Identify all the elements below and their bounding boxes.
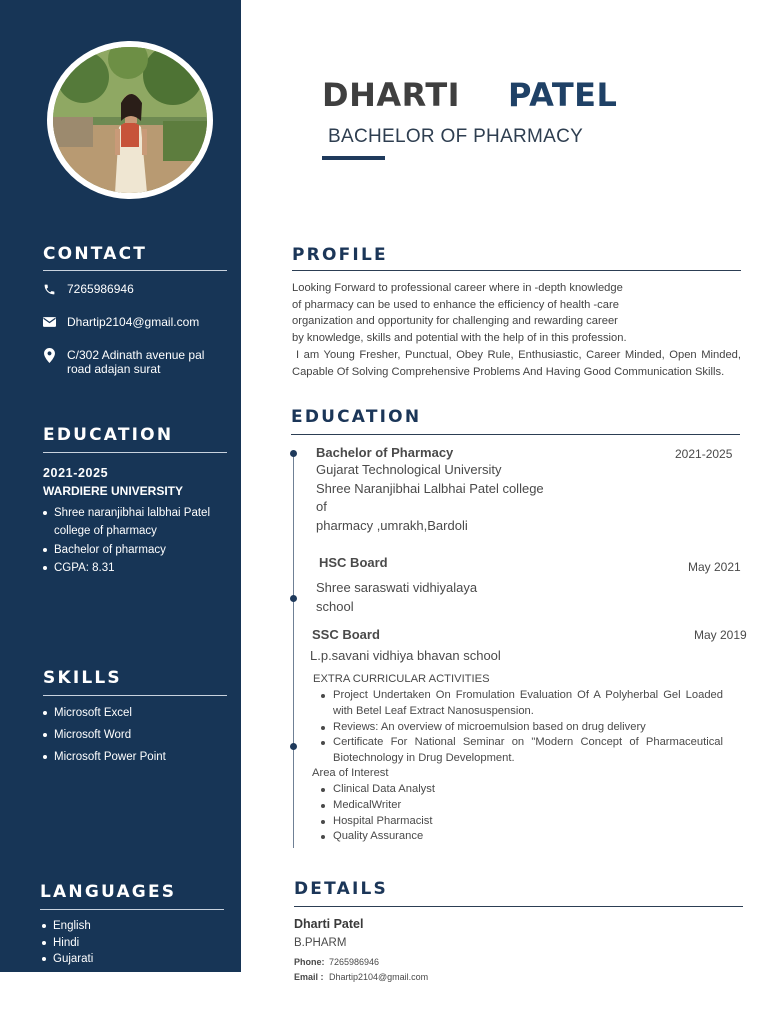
- details-phone-value: 7265986946: [329, 957, 380, 967]
- ssc-title: SSC Board: [312, 627, 380, 642]
- sidebar-education-divider: [43, 452, 227, 453]
- envelope-icon: [42, 315, 56, 329]
- profile-photo: [47, 41, 213, 199]
- ssc-date: May 2019: [694, 628, 747, 642]
- list-item: Certificate For National Seminar on "Modern Concept of Pharmaceutical Biotechnology in Drug Development.: [319, 735, 723, 767]
- details-degree: B.PHARM: [294, 937, 347, 949]
- ssc-details: L.p.savani vidhiya bhavan school: [310, 648, 501, 663]
- hsc-title: HSC Board: [319, 555, 388, 570]
- list-item: Bachelor of pharmacy: [41, 541, 231, 559]
- degree-subtitle: BACHELOR OF PHARMACY: [328, 126, 584, 147]
- contact-address: [42, 348, 204, 376]
- list-item: Shree naranjibhai lalbhai Patel college of pharmacy: [41, 504, 231, 541]
- contact-phone-text: 7265986946: [67, 282, 134, 296]
- last-name: PATEL: [508, 76, 618, 114]
- profile-line: organization and opportunity for challenging and rewarding career: [292, 315, 618, 328]
- profile-line: by knowledge, skills and potential with the help of in this profession.: [292, 332, 627, 345]
- list-item: Microsoft Word: [41, 724, 166, 746]
- details-name: Dharti Patel: [294, 917, 364, 931]
- sidebar-education-years: 2021-2025: [43, 466, 109, 480]
- list-item: English: [40, 918, 93, 935]
- sidebar: [0, 0, 241, 972]
- sidebar-education-heading: EDUCATION: [43, 425, 174, 445]
- profile-paragraph-2: I am Young Fresher, Punctual, Obey Rule, Enthusiastic, Career Minded, Open Minded, Capable Of Solving Comprehensive Problems And Having Good Communication Skills.: [292, 348, 741, 378]
- languages-list: [40, 918, 93, 968]
- list-item: Hospital Pharmacist: [319, 814, 435, 830]
- profile-text: [292, 280, 741, 380]
- title-accent-bar: [322, 156, 385, 160]
- candidate-name: [322, 76, 617, 114]
- profile-heading: PROFILE: [292, 245, 388, 265]
- extra-curricular-heading: EXTRA CURRICULAR ACTIVITIES: [313, 673, 490, 685]
- details-phone: [294, 957, 379, 967]
- address-line-1: C/302 Adinath avenue pal: [67, 348, 205, 362]
- location-pin-icon: [42, 348, 56, 362]
- hsc-details: [316, 579, 477, 616]
- bachelor-title: Bachelor of Pharmacy: [316, 445, 454, 460]
- list-item: Reviews: An overview of microemulsion based on drug delivery: [319, 720, 723, 736]
- hsc-date: May 2021: [688, 560, 741, 574]
- timeline-dot: [290, 450, 297, 457]
- list-item: Clinical Data Analyst: [319, 782, 435, 798]
- sidebar-education-list: [41, 504, 231, 578]
- details-heading: DETAILS: [294, 879, 388, 899]
- hsc-line: school: [316, 598, 354, 614]
- list-item: Microsoft Power Point: [41, 746, 166, 768]
- sidebar-education-university: WARDIERE UNIVERSITY: [43, 484, 184, 498]
- profile-divider: [292, 270, 741, 271]
- timeline-dot: [290, 595, 297, 602]
- details-email-label: Email :: [294, 972, 324, 982]
- list-item: Gujarati: [40, 951, 93, 968]
- profile-line: Looking Forward to professional career where in -depth knowledge: [292, 282, 623, 294]
- contact-phone: [42, 282, 134, 296]
- interest-list: [319, 782, 435, 845]
- details-divider: [294, 906, 743, 907]
- details-phone-label: Phone:: [294, 957, 325, 967]
- education-heading: EDUCATION: [291, 407, 422, 427]
- skills-divider: [43, 695, 227, 696]
- details-email: [294, 972, 428, 982]
- list-item: MedicalWriter: [319, 798, 435, 814]
- list-item: Microsoft Excel: [41, 702, 166, 724]
- contact-heading: CONTACT: [43, 244, 148, 264]
- hsc-line: Shree saraswati vidhiyalaya: [316, 580, 478, 595]
- address-line-2: road adajan surat: [67, 362, 161, 376]
- list-item: Quality Assurance: [319, 829, 435, 845]
- education-divider: [291, 434, 740, 435]
- bachelor-line: Gujarat Technological University: [316, 462, 502, 477]
- details-email-value: Dhartip2104@gmail.com: [329, 972, 429, 982]
- first-name: DHARTI: [322, 76, 461, 114]
- contact-divider: [43, 270, 227, 271]
- profile-photo-image: [53, 47, 207, 193]
- bachelor-date: 2021-2025: [675, 447, 733, 461]
- skills-list: [41, 702, 166, 768]
- timeline-dot: [290, 743, 297, 750]
- bachelor-details: [316, 461, 544, 535]
- languages-divider: [40, 909, 224, 910]
- phone-icon: [42, 282, 56, 296]
- list-item: CGPA: 8.31: [41, 559, 231, 577]
- profile-line: of pharmacy can be used to enhance the efficiency of health -care: [292, 298, 619, 311]
- extra-curricular-list: [319, 688, 723, 767]
- bachelor-line: of: [316, 499, 327, 515]
- contact-address-text: [67, 348, 204, 376]
- list-item: Project Undertaken On Fromulation Evaluation Of A Polyherbal Gel Loaded with Betel Leaf Extract Nanosuspension.: [319, 688, 723, 720]
- contact-email-text: Dhartip2104@gmail.com: [67, 315, 200, 329]
- languages-heading: LANGUAGES: [40, 882, 177, 902]
- bachelor-line: pharmacy ,umrakh,Bardoli: [316, 517, 468, 533]
- timeline-line: [293, 452, 294, 848]
- list-item: Hindi: [40, 935, 93, 952]
- interest-heading: Area of Interest: [312, 767, 389, 779]
- contact-email: [42, 315, 199, 329]
- skills-heading: SKILLS: [43, 668, 122, 688]
- bachelor-line: Shree Naranjibhai Lalbhai Patel college: [316, 480, 544, 496]
